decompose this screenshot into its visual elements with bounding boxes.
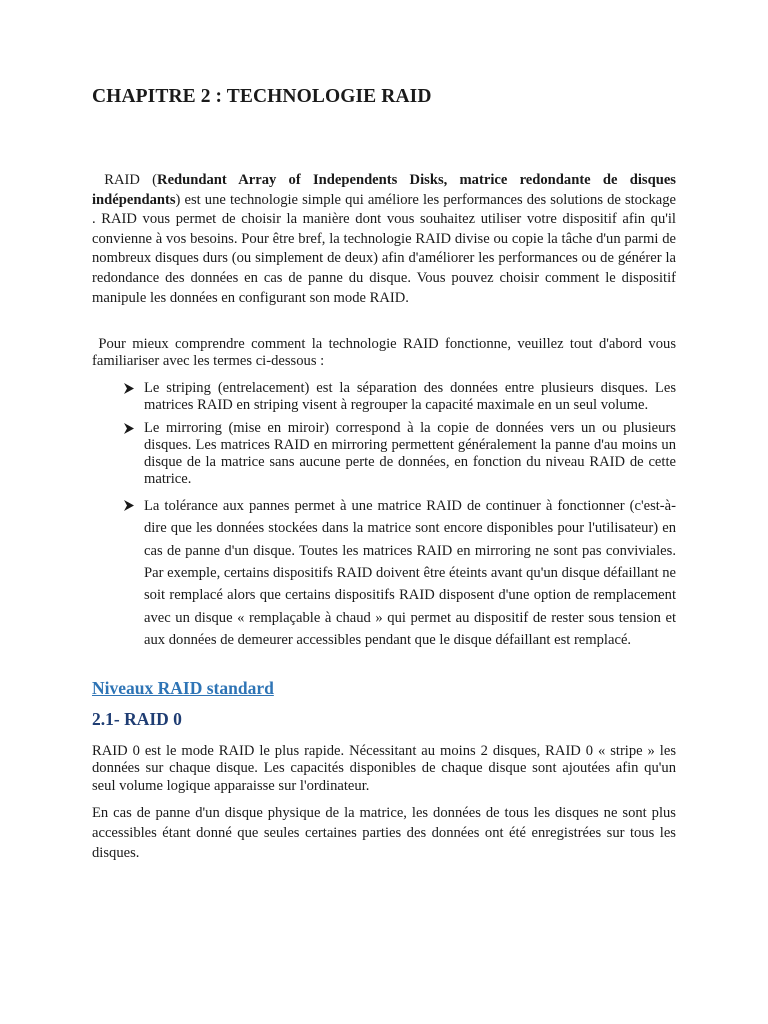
chapter-title: CHAPITRE 2 : TECHNOLOGIE RAID [92,86,432,107]
terms-intro-paragraph [92,336,676,370]
intro-rest: ) est une technologie simple qui améliore les performances des solutions de stockage . RAID vous permet de choisir la manière dont vous souhaitez utiliser votre dispositif afin qu'il convienne à vos besoins. Pour être bref, la technologie RAID divise ou copie la tâche d'un parmi de nombreux disques durs (ou simplement de deux) afin d'améliorer les performances ou de générer la redondance des données en cas de panne du disque. Vous pouvez choisir comment le dispositif manipule les données en configurant son mode RAID. [92,191,676,306]
list-item-text: Le mirroring (mise en miroir) correspond à la copie de données vers un ou plusieurs disques. Les matrices RAID en mirroring permettent généralement la panne d'au moins un disque de la matrice sans aucune perte de données, en fonction du niveau RAID de cette matrice. [144,419,676,488]
list-item-text: Le striping (entrelacement) est la séparation des données entre plusieurs disques. Les matrices RAID en striping visent à regrouper la capacité maximale en un seul volume. [144,380,676,414]
intro-paragraph [92,171,676,308]
list-item-text: La tolérance aux pannes permet à une matrice RAID de continuer à fonctionner (c'est-à-dire que les données stockées dans la matrice sont encore disponibles pour l'utilisateur) en cas de panne d'un disque. Toutes les matrices RAID en mirroring ne sont pas conviviales. Par exemple, certains dispositifs RAID doivent être éteints avant qu'un disque défaillant ne soit remplacé alors que certains dispositifs RAID disposent d'une option de remplacement avec un disque « remplaçable à chaud » qui permet au dispositif de rester sous tension et aux données de demeurer accessibles pendant que le disque défaillant est remplacé. [144,497,676,649]
intro-bold-expansion: Redundant Array of Independents Disks, matrice redondante de disques indépendants [92,172,676,208]
list-item [120,380,676,415]
arrowhead-bullet-icon [122,420,136,437]
terms-intro-text: Pour mieux comprendre comment la technologie RAID fonctionne, veuillez tout d'abord vous familiariser avec les termes ci-dessous : [92,336,676,369]
terms-list [120,380,676,652]
section-heading-niveaux-raid[interactable]: Niveaux RAID standard [92,678,274,698]
arrowhead-bullet-icon [122,380,136,397]
list-item [120,495,676,652]
arrowhead-bullet-icon [122,497,136,514]
raid0-paragraph-1: RAID 0 est le mode RAID le plus rapide. Nécessitant au moins 2 disques, RAID 0 « stripe » les données sur chaque disque. Les capacités disponibles de chaque disque sont ajoutées afin qu'un seul volume logique apparaisse sur l'ordinateur. [92,743,676,794]
intro-lead: RAID ( [104,172,158,188]
subsection-heading-raid-0: 2.1- RAID 0 [92,709,182,729]
list-item [120,420,676,489]
raid0-paragraph-2: En cas de panne d'un disque physique de la matrice, les données de tous les disques ne sont plus accessibles étant donné que seules certaines parties des données ont été enregistrées sur tous les disques. [92,805,676,861]
